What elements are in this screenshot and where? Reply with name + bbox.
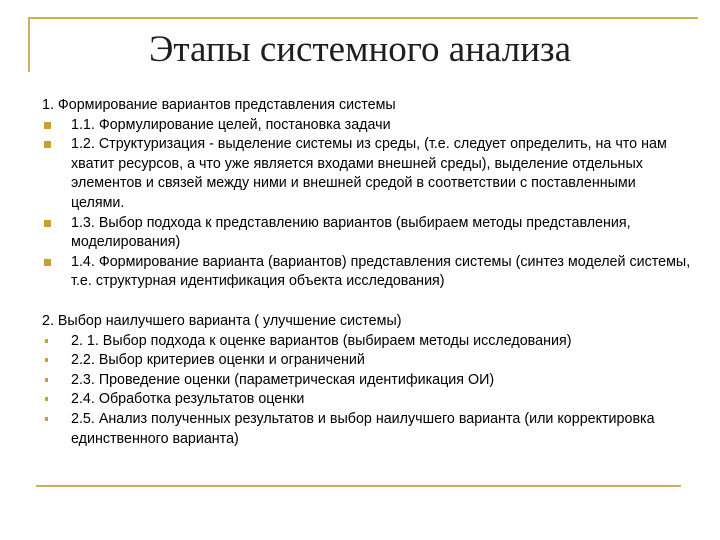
- list-item-text: 1.2. Структуризация - выделение системы из среды, (т.е. следует определить, на что нам хватит ресурсов, а что уже является входами внешней среды), выделение отдельных элементов и связей между ними и внешней средой в соответствии с поставленными целями.: [71, 136, 667, 211]
- list-item: [42, 410, 692, 449]
- list-item-text: 1.3. Выбор подхода к представлению вариантов (выбираем методы представления, моделирования): [71, 214, 631, 251]
- list-item-text: 2.2. Выбор критериев оценки и ограничений: [71, 352, 365, 369]
- dot-bullet-icon: [45, 339, 48, 343]
- dot-bullet-icon: [45, 417, 48, 421]
- list-item: [42, 116, 692, 136]
- dot-bullet-icon: [45, 358, 48, 362]
- list-item-text: 1.4. Формирование варианта (вариантов) представления системы (синтез моделей системы, т.е. структурная идентификация объекта исследования): [71, 253, 691, 290]
- dot-bullet-icon: [45, 378, 48, 382]
- square-bullet-icon: [44, 259, 51, 266]
- list-item: [42, 371, 692, 391]
- section-1-heading: 1. Формирование вариантов представления системы: [42, 97, 396, 113]
- square-bullet-icon: [44, 220, 51, 227]
- list-item-text: 2.3. Проведение оценки (параметрическая идентификация ОИ): [71, 371, 495, 388]
- square-bullet-icon: [44, 122, 51, 129]
- slide-title: Этапы системного анализа: [148, 29, 572, 70]
- frame-top-line: [28, 17, 698, 19]
- frame-bottom-line: [36, 485, 681, 487]
- dot-bullet-icon: [45, 397, 48, 401]
- list-item: [42, 351, 692, 371]
- slide-content: [42, 96, 692, 449]
- list-item: [42, 135, 692, 213]
- list-item: [42, 214, 692, 253]
- list-item-text: 2.4. Обработка результатов оценки: [71, 391, 305, 408]
- list-item-text: 2. 1. Выбор подхода к оценке вариантов (выбираем методы исследования): [71, 332, 572, 349]
- list-item-text: 2.5. Анализ полученных результатов и выбор наилучшего варианта (или корректировка единственного варианта): [71, 410, 655, 447]
- list-item: [42, 332, 692, 352]
- list-item: [42, 253, 692, 292]
- list-item: [42, 390, 692, 410]
- square-bullet-icon: [44, 141, 51, 148]
- list-item-text: 1.1. Формулирование целей, постановка задачи: [71, 116, 391, 133]
- section-2-heading: 2. Выбор наилучшего варианта ( улучшение системы): [42, 312, 402, 329]
